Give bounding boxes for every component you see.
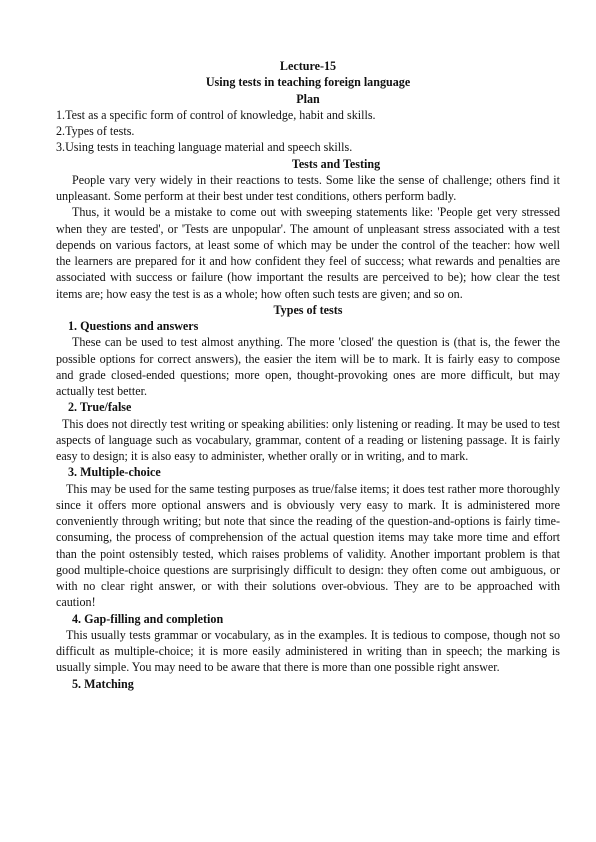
section-heading: 3. Multiple-choice [68, 465, 161, 480]
plan-heading: Plan [296, 91, 320, 106]
section-heading: 1. Questions and answers [68, 319, 199, 333]
plan-list [56, 107, 560, 156]
tests-heading: Tests and Testing [291, 156, 381, 171]
types-heading: Types of tests [273, 302, 343, 317]
section-text: This does not directly test writing or speaking abilities: only listening or reading. It may be used to test aspects of language such as vocabulary, grammar, content of a reading or listening passage. It is fairly easy to design; it is also easy to administer, whether orally or in writing, and to mark. [56, 416, 560, 463]
section-text: These can be used to test almost anything. The more 'closed' the question is (that is, the fewer the possible options for correct answers), the easier the item will be to mark. It is fairly easy to compose and grade closed-ended questions; more open, thought-provoking ones are more difficult, but may actually test better. [56, 335, 560, 398]
section-heading: 2. True/false [68, 400, 132, 415]
plan-item: 2.Types of tests. [56, 124, 135, 138]
section-text: This may be used for the same testing purposes as true/false items; it does test rather more thoroughly since it offers more optional answers and is obviously very easy to mark. It is administered more conveniently through writing; but note that since the reading of the question-and-options is fairly time-consuming, the process of comprehension of the actual question items may take more time and effort than the point ostensibly tested, which raises problems of validity. Another important problem is that good multiple-choice questions are surprisingly difficult to design: they often come out ambiguous, or with no clear right answer, or with their solutions over-obvious. They are to be approached with caution! [56, 481, 560, 610]
plan-item: 1.Test as a specific form of control of knowledge, habit and skills. [56, 107, 376, 122]
lecture-title: Using tests in teaching foreign language [205, 75, 411, 90]
section-heading: 4. Gap-filling and completion [72, 611, 224, 626]
lecture-number: Lecture-15 [279, 59, 337, 73]
section-heading: 5. Matching [72, 676, 134, 691]
plan-item: 3.Using tests in teaching language material and speech skills. [56, 140, 353, 155]
section-text: This usually tests grammar or vocabulary, as in the examples. It is tedious to compose, though not so difficult as multiple-choice; it is more easily administered in writing than in speech; the marking is usually simple. You may need to be aware that there is more than one possible right answer. [56, 627, 560, 675]
intro-paragraph: People vary very widely in their reactions to tests. Some like the sense of challenge; others find it unpleasant. Some perform at their best under test conditions, others perform badly. [56, 172, 560, 203]
intro-paragraph: Thus, it would be a mistake to come out with sweeping statements like: 'People get very stressed when they are tested', or 'Tests are unpopular'. The amount of unpleasant stress associated with a test depends on various factors, at least some of which may be under the control of the teacher: how well the learners are prepared for it and how confident they feel of success; what rewards and penalties are associated with success or failure (how important the results are perceived to be); how clear the test items are; how easy the test is as a whole; how often such tests are given; and so on. [56, 205, 560, 301]
lecture-page [56, 58, 560, 692]
